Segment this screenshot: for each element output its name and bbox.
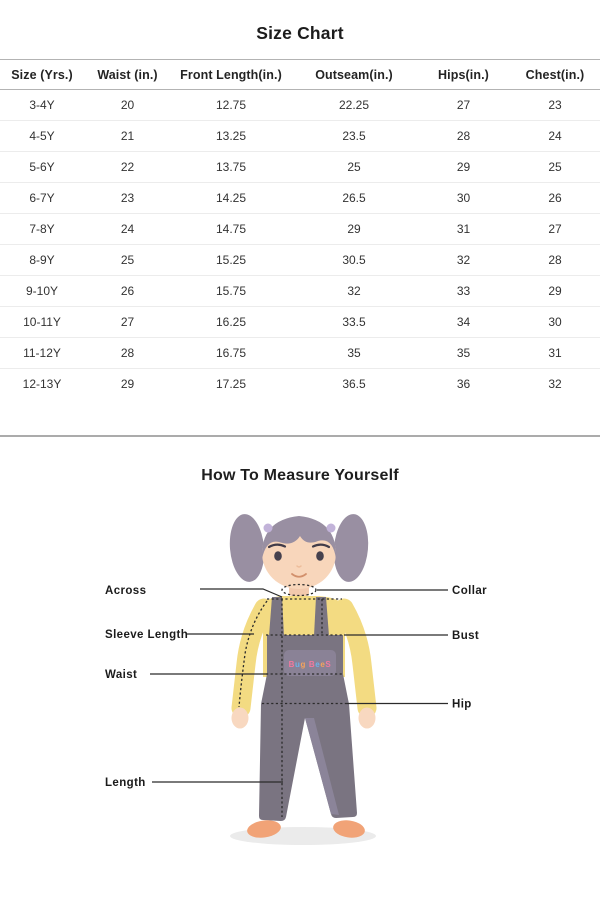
table-cell: 9-10Y (25, 284, 59, 298)
size-table-head (0, 60, 600, 90)
table-cell: 27 (548, 222, 562, 236)
hair-tie-right (327, 524, 336, 533)
hair-tie-left (264, 524, 273, 533)
table-cell: 21 (120, 129, 135, 143)
table-cell: 13.25 (215, 129, 247, 143)
brand-logo-text: Bug BeeS (288, 660, 332, 669)
table-row (0, 245, 600, 276)
table-cell: 23 (548, 98, 562, 112)
hip-label: Hip (452, 698, 472, 711)
across-pointer-line (200, 589, 282, 597)
table-cell: 34 (456, 315, 471, 329)
size-chart-table (0, 59, 600, 399)
table-cell: 8-9Y (29, 253, 55, 267)
hand-right (359, 708, 376, 729)
table-cell: 20 (120, 98, 135, 112)
table-cell: 36.5 (342, 377, 366, 391)
sleeve-length-label: Sleeve Length (105, 629, 189, 641)
pigtail-left (227, 513, 267, 584)
size-guide-page (0, 23, 600, 914)
hand-left (232, 708, 249, 729)
table-cell: 24 (548, 129, 562, 143)
table-row (0, 152, 600, 183)
overalls-legs (259, 674, 357, 821)
arm-right (344, 608, 367, 708)
table-cell: 15.25 (215, 253, 247, 267)
size-table-body (0, 90, 600, 400)
eye-right (316, 551, 324, 561)
table-cell: 29 (120, 377, 135, 391)
table-cell: 32 (347, 284, 361, 298)
size-chart-title: Size Chart (256, 23, 344, 43)
collar-label: Collar (452, 585, 487, 597)
column-header: Front Length(in.) (180, 67, 282, 82)
table-row (0, 307, 600, 338)
size-chart-section (0, 23, 600, 399)
table-cell: 15.75 (215, 284, 247, 298)
table-cell: 24 (120, 222, 135, 236)
table-cell: 11-12Y (23, 346, 61, 360)
waist-label: Waist (105, 669, 138, 681)
table-cell: 6-7Y (29, 191, 55, 205)
column-header: Size (Yrs.) (11, 67, 73, 82)
column-header: Hips(in.) (438, 67, 489, 82)
table-cell: 13.75 (215, 160, 247, 174)
table-cell: 33 (456, 284, 471, 298)
pigtail-right (331, 513, 371, 584)
across-label: Across (105, 585, 147, 597)
measure-title: How To Measure Yourself (201, 467, 399, 484)
section-divider (0, 435, 600, 437)
table-cell: 28 (548, 253, 562, 267)
table-cell: 35 (456, 346, 471, 360)
table-cell: 28 (120, 346, 135, 360)
table-cell: 31 (548, 346, 562, 360)
table-cell: 25 (548, 160, 562, 174)
table-cell: 22 (120, 160, 135, 174)
column-header: Outseam(in.) (315, 67, 393, 82)
table-cell: 28 (456, 129, 471, 143)
table-cell: 30.5 (342, 253, 366, 267)
size-table-header-row (0, 60, 600, 90)
table-cell: 14.75 (215, 222, 247, 236)
table-cell: 5-6Y (29, 160, 55, 174)
table-cell: 25 (120, 253, 135, 267)
table-row (0, 369, 600, 400)
table-row (0, 90, 600, 121)
table-cell: 14.25 (215, 191, 247, 205)
table-cell: 26 (120, 284, 135, 298)
table-cell: 29 (456, 160, 471, 174)
column-header: Waist (in.) (97, 67, 158, 82)
table-cell: 7-8Y (29, 222, 55, 236)
table-cell: 22.25 (338, 98, 370, 112)
table-cell: 29 (548, 284, 562, 298)
table-row (0, 121, 600, 152)
table-cell: 12.75 (215, 98, 247, 112)
table-cell: 25 (347, 160, 361, 174)
table-cell: 36 (456, 377, 471, 391)
table-cell: 17.25 (215, 377, 247, 391)
column-header: Chest(in.) (525, 67, 585, 82)
table-cell: 4-5Y (29, 129, 55, 143)
table-cell: 10-11Y (23, 315, 61, 329)
table-cell: 12-13Y (22, 377, 62, 391)
bust-label: Bust (452, 630, 480, 642)
table-cell: 26 (548, 191, 562, 205)
table-cell: 33.5 (342, 315, 366, 329)
length-label: Length (105, 777, 146, 789)
table-cell: 16.75 (215, 346, 247, 360)
table-cell: 27 (120, 315, 135, 329)
table-cell: 30 (456, 191, 471, 205)
table-cell: 26.5 (342, 191, 366, 205)
table-cell: 23 (120, 191, 135, 205)
measurement-figure (0, 504, 600, 890)
table-cell: 16.25 (215, 315, 247, 329)
table-cell: 27 (456, 98, 471, 112)
table-row (0, 338, 600, 369)
table-cell: 35 (347, 346, 361, 360)
table-cell: 30 (548, 315, 562, 329)
table-cell: 32 (548, 377, 562, 391)
eye-left (274, 551, 282, 561)
measure-section (0, 466, 600, 890)
table-row (0, 214, 600, 245)
table-row (0, 276, 600, 307)
table-row (0, 183, 600, 214)
table-cell: 31 (456, 222, 471, 236)
table-cell: 23.5 (342, 129, 366, 143)
table-cell: 3-4Y (29, 98, 55, 112)
table-cell: 29 (347, 222, 361, 236)
table-cell: 32 (456, 253, 471, 267)
